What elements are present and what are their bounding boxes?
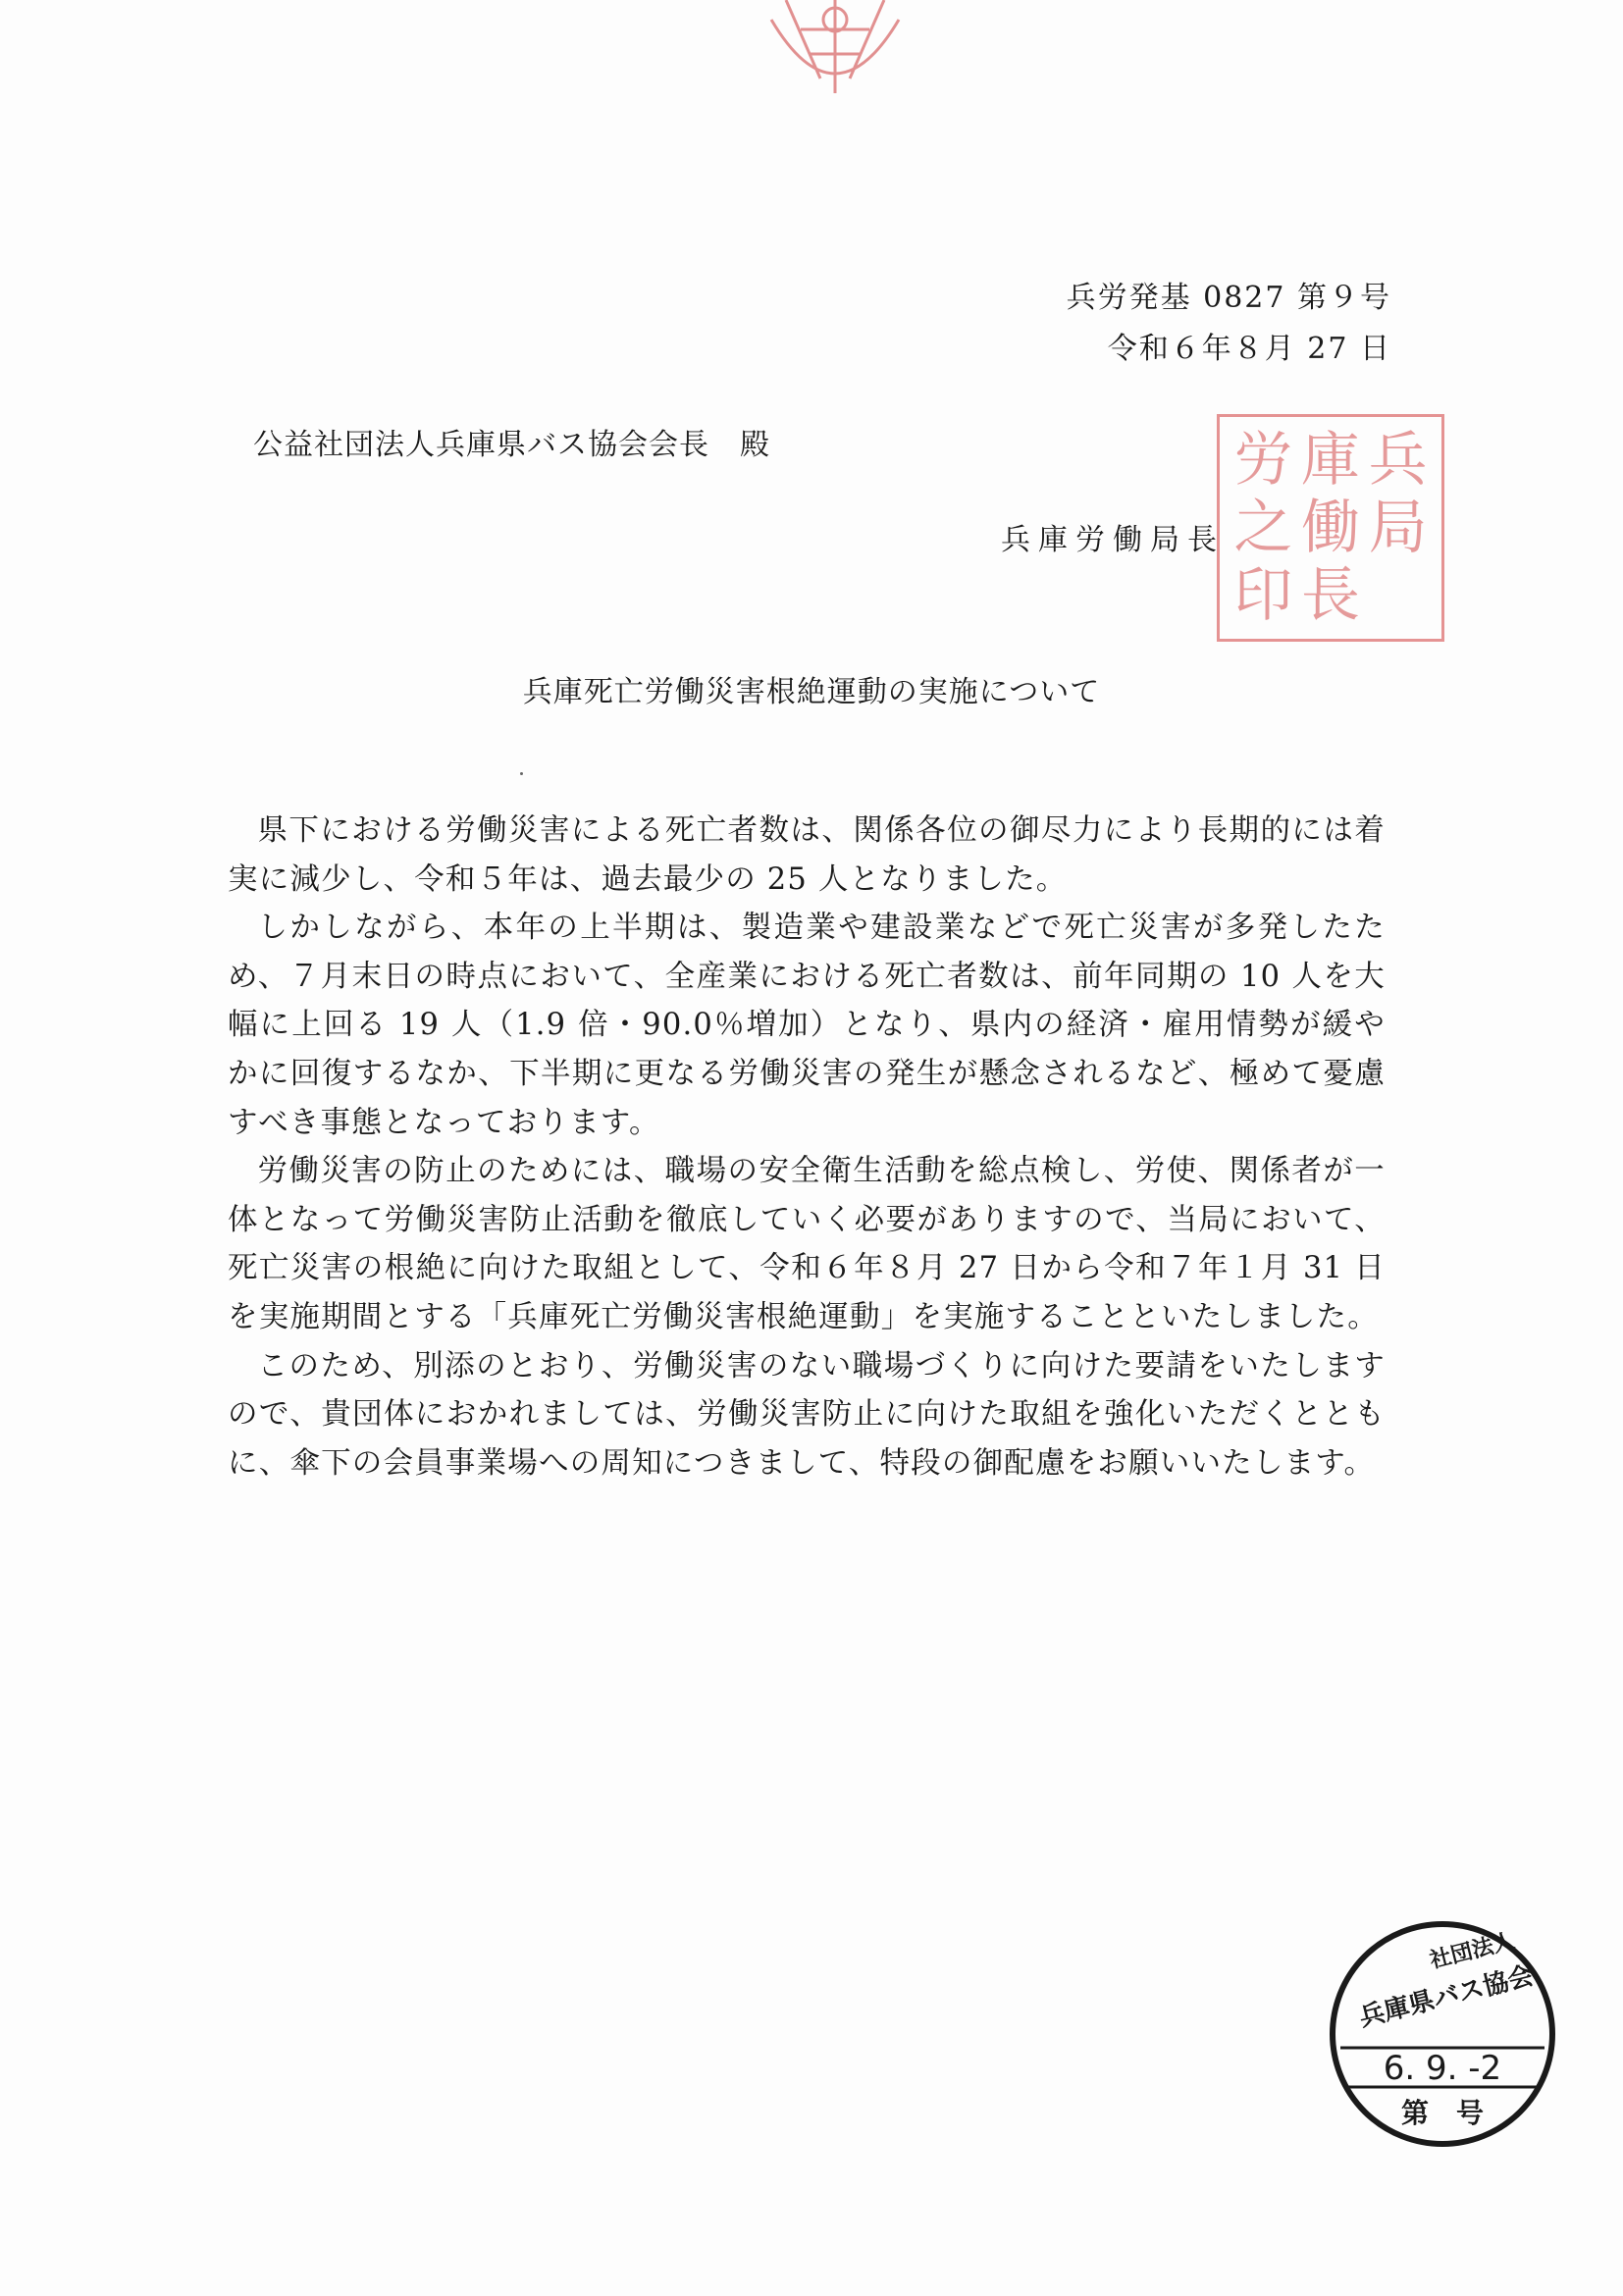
body-paragraph: しかしながら、本年の上半期は、製造業や建設業などで死亡災害が多発したため、７月末日の時点において、全産業における死亡者数は、前年同期の 10 人を大幅に上回る 19 人（1.9 倍・90.0％増加）となり、県内の経済・雇用情勢が緩やかに回復するなか、下半期に更なる労働災害の発生が懸念されるなど、極めて憂慮すべき事態となっております。 xyxy=(228,911,1386,1140)
seal-char: 庫 xyxy=(1300,426,1360,496)
top-seal-stamp xyxy=(761,0,909,113)
recipient: 公益社団法人兵庫県バス協会会長 殿 xyxy=(253,428,770,462)
seal-char: 長 xyxy=(1300,560,1360,630)
stamp-org-line1: 社団法人 xyxy=(1427,1928,1518,1974)
seal-char: 兵 xyxy=(1368,426,1428,496)
scan-speck xyxy=(520,772,523,775)
sender: 兵庫労働局長 xyxy=(1001,523,1225,557)
seal-char: 之 xyxy=(1233,493,1293,562)
seal-char: 労 xyxy=(1233,426,1293,496)
stamp-number-label: 第 号 xyxy=(1400,2097,1485,2129)
body-paragraph: 労働災害の防止のためには、職場の安全衛生活動を総点検し、労使、関係者が一体となって労働災害防止活動を徹底していく必要がありますので、当局において、死亡災害の根絶に向けた取組として、令和６年８月 27 日から令和７年１月 31 日を実施期間とする「兵庫死亡労働災害根絶運動」を実施することといたしました。 xyxy=(228,1154,1386,1334)
seal-char: 印 xyxy=(1233,560,1293,630)
seal-char xyxy=(1364,561,1432,629)
document-number: 兵労発基 0827 第９号 xyxy=(1066,281,1391,315)
document-date: 令和６年８月 27 日 xyxy=(1107,332,1391,366)
official-seal-stamp xyxy=(1217,414,1444,642)
body-paragraph: このため、別添のとおり、労働災害のない職場づくりに向けた要請をいたしますので、貴団体におかれましては、労働災害防止に向けた取組を強化いただくとともに、傘下の会員事業場への周知につきまして、特段の御配慮をお願いいたします。 xyxy=(228,1348,1386,1481)
seal-char: 働 xyxy=(1300,493,1360,562)
receipt-date-stamp xyxy=(1327,1918,1558,2150)
seal-char: 局 xyxy=(1368,493,1428,562)
body-paragraph: 県下における労働災害による死亡者数は、関係各位の御尽力により長期的には着実に減少し、令和５年は、過去最少の 25 人となりました。 xyxy=(228,813,1386,897)
stamp-date: 6. 9. -2 xyxy=(1383,2049,1502,2088)
document-body xyxy=(228,807,1386,1487)
stamp-org-line2: 兵庫県バス協会 xyxy=(1356,1960,1537,2033)
document-subject: 兵庫死亡労働災害根絶運動の実施について xyxy=(522,675,1101,709)
